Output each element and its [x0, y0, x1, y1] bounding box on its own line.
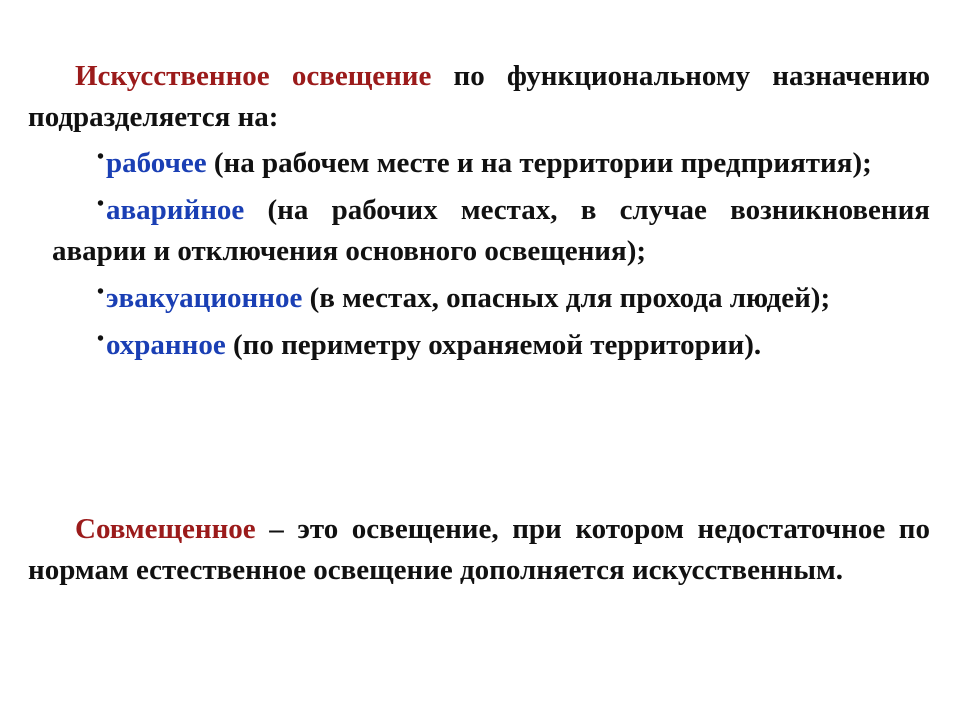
lighting-types-list: [52, 137, 930, 366]
list-item: [52, 272, 930, 319]
bullet-icon: •: [97, 281, 105, 303]
intro-text: по функциональному назначению подразделяется на:: [28, 60, 930, 133]
intro-term: Искусственное освещение: [75, 60, 432, 92]
bullet-icon: •: [97, 193, 105, 215]
list-item: [52, 319, 930, 366]
item-term: охранное: [106, 329, 226, 361]
list-item: [52, 184, 930, 272]
item-text: (на рабочем месте и на территории предприятия);: [206, 147, 872, 179]
combined-term: Совмещенное: [75, 513, 256, 545]
bullet-icon: •: [97, 328, 105, 350]
item-text: (в местах, опасных для прохода людей);: [302, 282, 831, 314]
intro-paragraph: [28, 56, 930, 138]
item-text: (по периметру охраняемой территории).: [225, 329, 762, 361]
combined-text: – это освещение, при котором недостаточное по нормам естественное освещение дополняется искусственным.: [28, 513, 930, 586]
item-text: (на рабочих местах, в случае возникновения аварии и отключения основного освещения);: [52, 194, 930, 267]
combined-paragraph: [28, 509, 930, 591]
list-item: [52, 137, 930, 184]
item-term: рабочее: [106, 147, 207, 179]
bullet-icon: •: [97, 146, 105, 168]
item-term: аварийное: [106, 194, 245, 226]
item-term: эвакуационное: [106, 282, 303, 314]
